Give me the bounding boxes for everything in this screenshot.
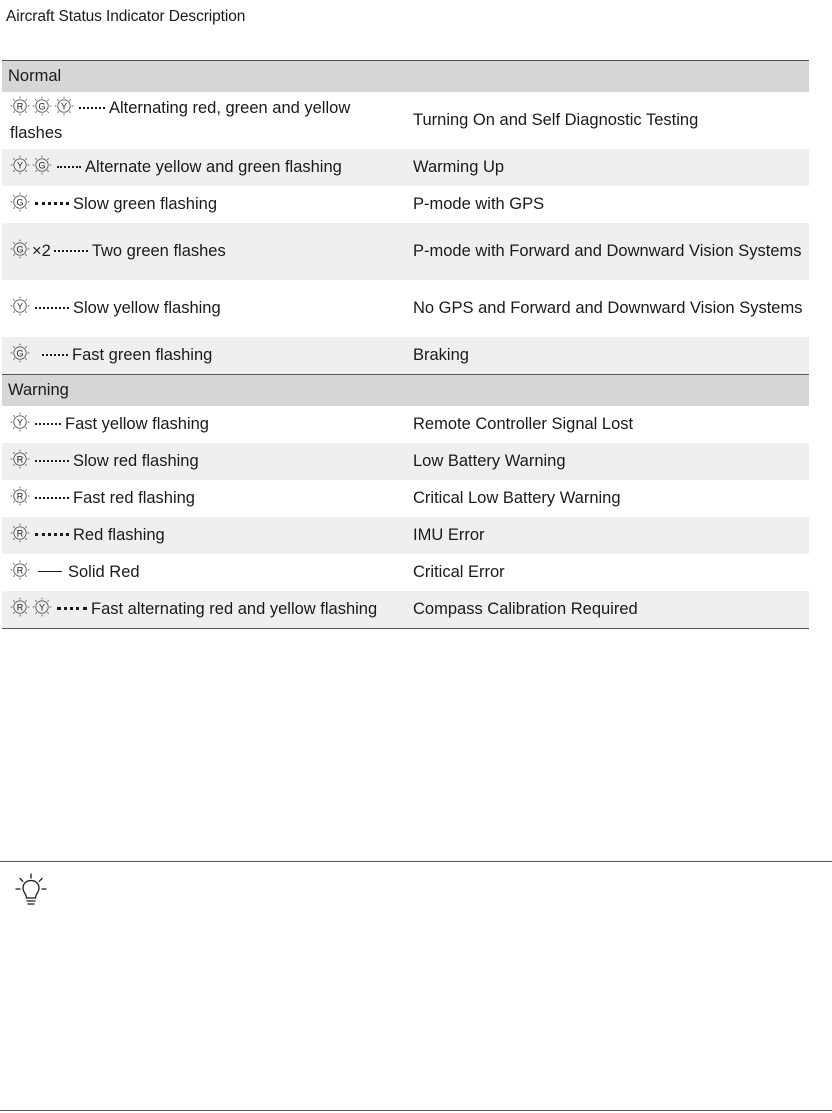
- dotted-line-icon: [57, 166, 81, 168]
- indicator-description: Fast alternating red and yellow flashing: [91, 600, 378, 618]
- indicator-cell: [2, 280, 405, 337]
- meaning-cell: Turning On and Self Diagnostic Testing: [413, 111, 699, 129]
- led-y-icon: [54, 96, 74, 116]
- svg-text:Y: Y: [60, 100, 68, 111]
- indicator-cell: [2, 337, 405, 375]
- led-y-icon: [10, 412, 30, 432]
- indicator-cell: [2, 92, 405, 149]
- table-row: [2, 223, 809, 280]
- dotted-line-icon: [35, 202, 69, 205]
- indicator-description: Solid Red: [68, 563, 140, 581]
- dotted-line-icon: [35, 423, 61, 425]
- table-row: [2, 554, 809, 591]
- meaning-cell: Warming Up: [405, 149, 809, 186]
- svg-text:R: R: [16, 100, 24, 111]
- indicator-description: Slow red flashing: [73, 452, 199, 470]
- dotted-line-icon: [35, 497, 69, 499]
- svg-text:Y: Y: [16, 160, 24, 171]
- svg-text:Y: Y: [38, 602, 46, 613]
- table-row: [2, 149, 809, 186]
- svg-text:G: G: [38, 100, 46, 111]
- solid-line-icon: [38, 571, 62, 572]
- led-r-icon: [10, 560, 30, 580]
- divider: [0, 1110, 832, 1111]
- meaning-cell: IMU Error: [405, 517, 809, 554]
- svg-text:R: R: [16, 528, 24, 539]
- table-row: [2, 517, 809, 554]
- table-row: [2, 443, 809, 480]
- indicator-description: Fast red flashing: [73, 489, 195, 507]
- indicator-description: Fast green flashing: [72, 346, 213, 364]
- meaning-cell: Critical Low Battery Warning: [413, 489, 621, 507]
- dotted-line-icon: [35, 460, 69, 462]
- led-r-icon: [10, 597, 30, 617]
- indicator-cell: [2, 223, 405, 280]
- led-g-icon: [10, 343, 30, 363]
- indicator-cell: [2, 149, 405, 186]
- page-title: Aircraft Status Indicator Description: [6, 8, 246, 25]
- section-heading: Normal: [2, 61, 809, 93]
- led-g-icon: [32, 96, 52, 116]
- indicator-description: Two green flashes: [91, 242, 226, 260]
- indicator-description: Slow green flashing: [73, 195, 218, 213]
- svg-text:R: R: [16, 565, 24, 576]
- dotted-line-icon: [57, 607, 87, 610]
- indicator-description: Alternating red, green and yellow flashes: [10, 98, 351, 142]
- svg-text:Y: Y: [16, 301, 24, 312]
- svg-text:R: R: [16, 454, 24, 465]
- dotted-line-icon: [54, 250, 88, 252]
- table-row: [2, 337, 809, 375]
- table-row: [2, 280, 809, 337]
- flash-count: ×2: [32, 242, 51, 260]
- table-row: [2, 591, 809, 629]
- divider: [0, 861, 832, 862]
- led-y-icon: [10, 296, 30, 316]
- indicator-cell: [2, 480, 405, 517]
- indicator-description: Alternate yellow and green flashing: [85, 158, 342, 176]
- led-r-icon: [10, 449, 30, 469]
- meaning-cell: Compass Calibration Required: [405, 591, 809, 629]
- table-row: [2, 186, 809, 223]
- section-heading: Warning: [2, 375, 809, 407]
- dotted-line-icon: [42, 354, 68, 356]
- svg-text:R: R: [16, 602, 24, 613]
- indicator-cell: [2, 517, 405, 554]
- meaning-cell: P-mode with Forward and Downward Vision Systems: [405, 223, 809, 280]
- indicator-cell: [2, 591, 405, 629]
- indicator-description: Slow yellow flashing: [73, 299, 221, 317]
- meaning-cell: Critical Error: [413, 563, 505, 581]
- led-g-icon: [10, 239, 30, 259]
- dotted-line-icon: [79, 107, 105, 109]
- dotted-line-icon: [35, 533, 69, 536]
- dotted-line-icon: [35, 307, 69, 309]
- indicator-cell: [2, 406, 405, 443]
- led-y-icon: [32, 597, 52, 617]
- status-indicator-table: [2, 60, 809, 629]
- led-g-icon: [10, 192, 30, 212]
- led-g-icon: [32, 155, 52, 175]
- led-r-icon: [10, 486, 30, 506]
- indicator-description: Red flashing: [73, 526, 165, 544]
- svg-text:Y: Y: [16, 417, 24, 428]
- led-r-icon: [10, 523, 30, 543]
- indicator-cell: [2, 554, 405, 591]
- led-r-icon: [10, 96, 30, 116]
- table-row: [2, 480, 809, 517]
- table-row: [2, 92, 809, 149]
- svg-text:G: G: [38, 160, 46, 171]
- meaning-cell: Braking: [405, 337, 809, 375]
- svg-text:G: G: [16, 197, 24, 208]
- led-y-icon: [10, 155, 30, 175]
- section-header-row: [2, 61, 809, 93]
- indicator-cell: [2, 186, 405, 223]
- meaning-cell: No GPS and Forward and Downward Vision Systems: [413, 299, 803, 317]
- svg-text:G: G: [16, 348, 24, 359]
- table-row: [2, 406, 809, 443]
- svg-text:R: R: [16, 491, 24, 502]
- indicator-description: Fast yellow flashing: [65, 415, 209, 433]
- meaning-cell: Remote Controller Signal Lost: [413, 415, 634, 433]
- meaning-cell: Low Battery Warning: [405, 443, 809, 480]
- section-header-row: [2, 375, 809, 407]
- indicator-cell: [2, 443, 405, 480]
- lightbulb-tip-icon: [14, 872, 48, 913]
- svg-text:G: G: [16, 244, 24, 255]
- meaning-cell: P-mode with GPS: [413, 195, 545, 213]
